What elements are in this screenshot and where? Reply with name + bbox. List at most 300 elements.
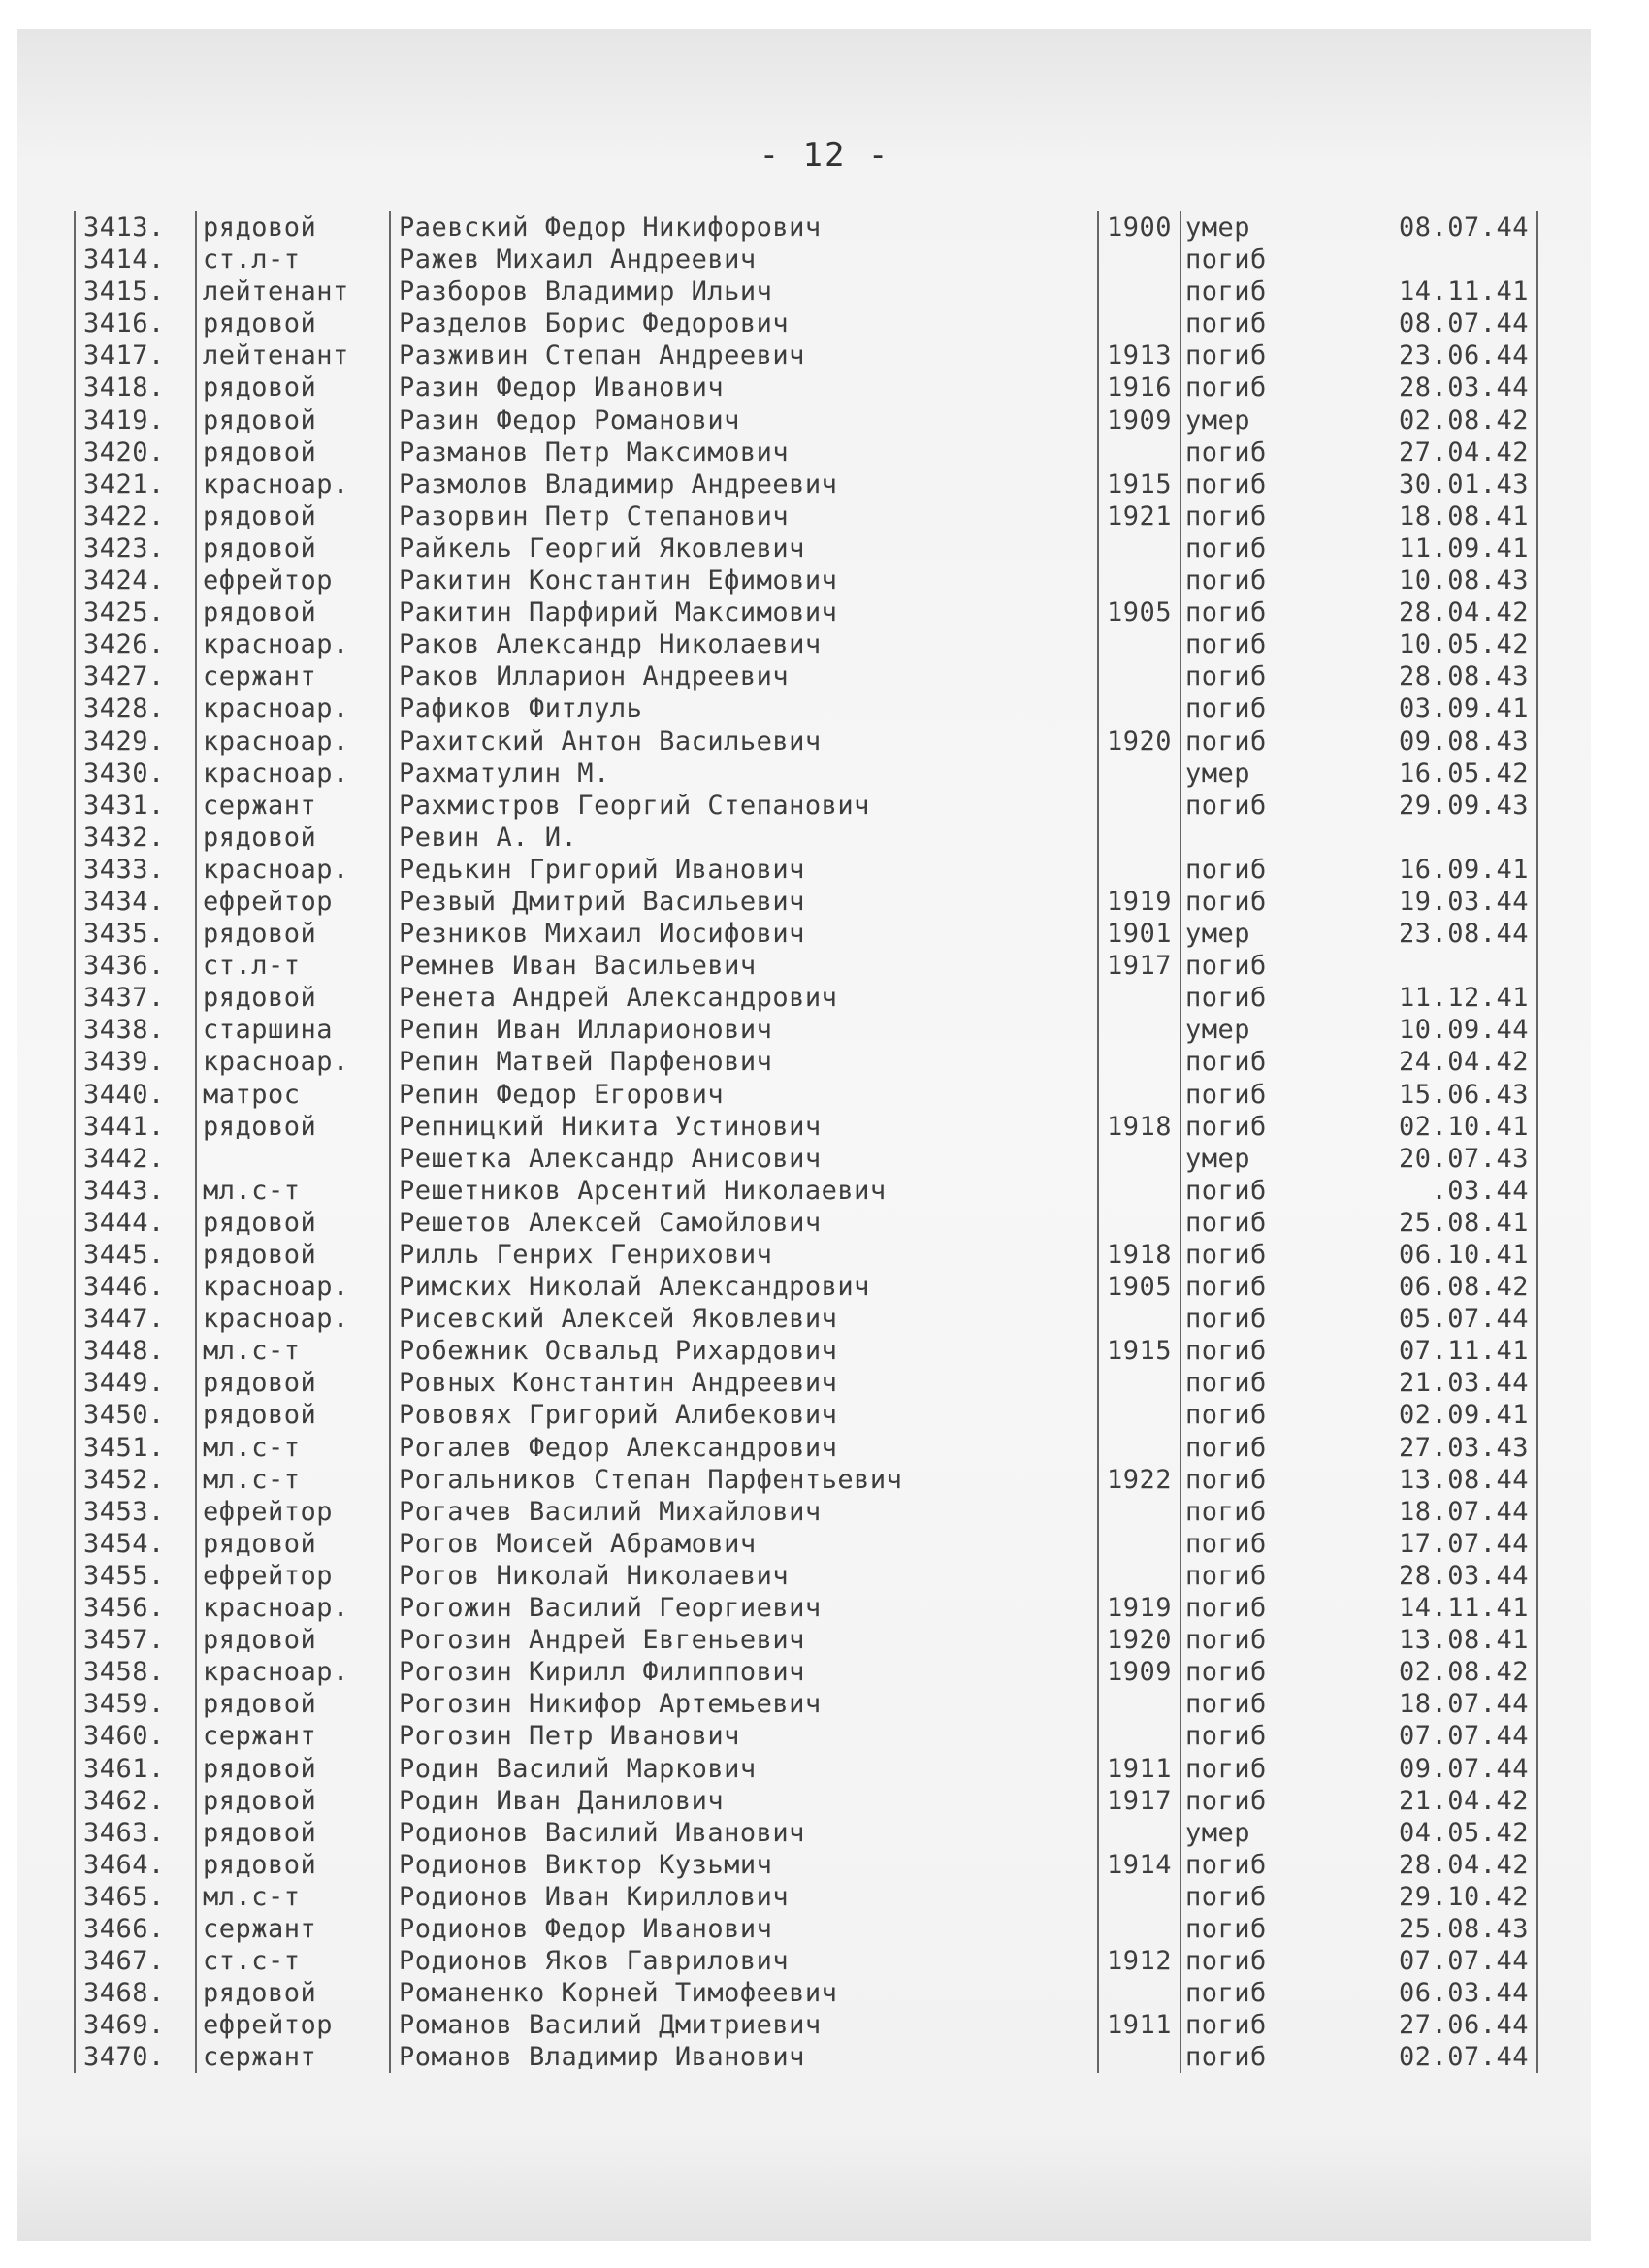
table-row xyxy=(74,1464,1538,1496)
status-cell: погиб xyxy=(1180,308,1306,340)
date-cell xyxy=(1306,243,1538,275)
entry-number-cell: 3439. xyxy=(74,1046,195,1078)
status-cell: погиб xyxy=(1180,1945,1306,1977)
rank-cell: мл.с-т xyxy=(195,1881,389,1913)
full-name-cell: Решетов Алексей Самойлович xyxy=(389,1207,1097,1239)
date-cell: 02.09.41 xyxy=(1306,1399,1538,1431)
table-row xyxy=(74,1046,1538,1078)
date-cell: 10.05.42 xyxy=(1306,629,1538,661)
rank-cell: рядовой xyxy=(195,597,389,629)
birth-year-cell: 1909 xyxy=(1097,1656,1180,1688)
birth-year-cell xyxy=(1097,1175,1180,1207)
entry-number-cell: 3418. xyxy=(74,372,195,404)
date-cell: 16.05.42 xyxy=(1306,758,1538,790)
entry-number-cell: 3416. xyxy=(74,308,195,340)
table-row xyxy=(74,1496,1538,1528)
table-row xyxy=(74,340,1538,372)
birth-year-cell xyxy=(1097,1688,1180,1720)
date-cell: 21.03.44 xyxy=(1306,1367,1538,1399)
full-name-cell: Рафиков Фитлуль xyxy=(389,693,1097,725)
birth-year-cell: 1919 xyxy=(1097,1592,1180,1624)
full-name-cell: Рогалев Федор Александрович xyxy=(389,1432,1097,1464)
birth-year-cell xyxy=(1097,565,1180,597)
date-cell: 25.08.41 xyxy=(1306,1207,1538,1239)
birth-year-cell: 1918 xyxy=(1097,1111,1180,1143)
full-name-cell: Ремнев Иван Васильевич xyxy=(389,950,1097,982)
full-name-cell: Репницкий Никита Устинович xyxy=(389,1111,1097,1143)
birth-year-cell xyxy=(1097,1367,1180,1399)
rank-cell: рядовой xyxy=(195,501,389,533)
rank-cell: красноар. xyxy=(195,629,389,661)
birth-year-cell xyxy=(1097,1046,1180,1078)
rank-cell: рядовой xyxy=(195,1528,389,1560)
status-cell: погиб xyxy=(1180,661,1306,693)
table-row xyxy=(74,1785,1538,1817)
birth-year-cell: 1916 xyxy=(1097,372,1180,404)
status-cell: погиб xyxy=(1180,1720,1306,1752)
table-row xyxy=(74,2009,1538,2041)
rank-cell: рядовой xyxy=(195,1817,389,1849)
date-cell: 07.07.44 xyxy=(1306,1720,1538,1752)
entry-number-cell: 3446. xyxy=(74,1271,195,1303)
table-row xyxy=(74,405,1538,437)
entry-number-cell: 3463. xyxy=(74,1817,195,1849)
entry-number-cell: 3415. xyxy=(74,275,195,308)
date-cell: 07.11.41 xyxy=(1306,1335,1538,1367)
table-row xyxy=(74,1849,1538,1881)
birth-year-cell xyxy=(1097,1977,1180,2009)
full-name-cell: Рогов Моисей Абрамович xyxy=(389,1528,1097,1560)
full-name-cell: Разманов Петр Максимович xyxy=(389,437,1097,469)
rank-cell: рядовой xyxy=(195,1849,389,1881)
rank-cell: лейтенант xyxy=(195,275,389,308)
date-cell: 19.03.44 xyxy=(1306,886,1538,918)
status-cell: погиб xyxy=(1180,1688,1306,1720)
table-row xyxy=(74,790,1538,822)
rank-cell: красноар. xyxy=(195,726,389,758)
page-number: - 12 - xyxy=(759,136,890,175)
entry-number-cell: 3414. xyxy=(74,243,195,275)
date-cell: 14.11.41 xyxy=(1306,275,1538,308)
status-cell: погиб xyxy=(1180,1496,1306,1528)
entry-number-cell: 3423. xyxy=(74,533,195,565)
full-name-cell: Рисевский Алексей Яковлевич xyxy=(389,1303,1097,1335)
table-row xyxy=(74,211,1538,243)
rank-cell: сержант xyxy=(195,1720,389,1752)
full-name-cell: Рогозин Никифор Артемьевич xyxy=(389,1688,1097,1720)
date-cell: 28.03.44 xyxy=(1306,372,1538,404)
full-name-cell: Репин Федор Егорович xyxy=(389,1079,1097,1111)
entry-number-cell: 3453. xyxy=(74,1496,195,1528)
table-row xyxy=(74,1753,1538,1785)
birth-year-cell: 1911 xyxy=(1097,1753,1180,1785)
full-name-cell: Родин Василий Маркович xyxy=(389,1753,1097,1785)
full-name-cell: Репин Матвей Парфенович xyxy=(389,1046,1097,1078)
entry-number-cell: 3462. xyxy=(74,1785,195,1817)
entry-number-cell: 3413. xyxy=(74,211,195,243)
status-cell: погиб xyxy=(1180,693,1306,725)
table-row xyxy=(74,1335,1538,1367)
birth-year-cell: 1900 xyxy=(1097,211,1180,243)
table-row xyxy=(74,1207,1538,1239)
table-row xyxy=(74,1560,1538,1592)
birth-year-cell xyxy=(1097,629,1180,661)
birth-year-cell xyxy=(1097,275,1180,308)
status-cell: умер xyxy=(1180,405,1306,437)
rank-cell: мл.с-т xyxy=(195,1335,389,1367)
birth-year-cell xyxy=(1097,1913,1180,1945)
birth-year-cell xyxy=(1097,1496,1180,1528)
full-name-cell: Редькин Григорий Иванович xyxy=(389,854,1097,886)
date-cell: 29.10.42 xyxy=(1306,1881,1538,1913)
date-cell: 18.08.41 xyxy=(1306,501,1538,533)
date-cell: 27.04.42 xyxy=(1306,437,1538,469)
status-cell: погиб xyxy=(1180,2009,1306,2041)
rank-cell: красноар. xyxy=(195,1592,389,1624)
status-cell: погиб xyxy=(1180,1367,1306,1399)
status-cell: погиб xyxy=(1180,1656,1306,1688)
birth-year-cell xyxy=(1097,1432,1180,1464)
table-row xyxy=(74,1303,1538,1335)
table-row xyxy=(74,1528,1538,1560)
full-name-cell: Ракитин Парфирий Максимович xyxy=(389,597,1097,629)
rank-cell: рядовой xyxy=(195,1688,389,1720)
full-name-cell: Рогальников Степан Парфентьевич xyxy=(389,1464,1097,1496)
entry-number-cell: 3452. xyxy=(74,1464,195,1496)
status-cell: погиб xyxy=(1180,1913,1306,1945)
entry-number-cell: 3455. xyxy=(74,1560,195,1592)
entry-number-cell: 3427. xyxy=(74,661,195,693)
table-row xyxy=(74,501,1538,533)
entry-number-cell: 3424. xyxy=(74,565,195,597)
entry-number-cell: 3459. xyxy=(74,1688,195,1720)
birth-year-cell xyxy=(1097,854,1180,886)
table-row xyxy=(74,854,1538,886)
status-cell: погиб xyxy=(1180,950,1306,982)
full-name-cell: Разин Федор Романович xyxy=(389,405,1097,437)
entry-number-cell: 3461. xyxy=(74,1753,195,1785)
rank-cell: рядовой xyxy=(195,372,389,404)
status-cell: погиб xyxy=(1180,1303,1306,1335)
date-cell: .03.44 xyxy=(1306,1175,1538,1207)
date-cell: 03.09.41 xyxy=(1306,693,1538,725)
table-row xyxy=(74,1239,1538,1271)
birth-year-cell xyxy=(1097,308,1180,340)
status-cell: погиб xyxy=(1180,726,1306,758)
date-cell: 14.11.41 xyxy=(1306,1592,1538,1624)
birth-year-cell xyxy=(1097,758,1180,790)
status-cell: погиб xyxy=(1180,340,1306,372)
full-name-cell: Разборов Владимир Ильич xyxy=(389,275,1097,308)
status-cell: погиб xyxy=(1180,1239,1306,1271)
full-name-cell: Размолов Владимир Андреевич xyxy=(389,469,1097,501)
date-cell xyxy=(1306,822,1538,854)
table-row xyxy=(74,2041,1538,2073)
status-cell: погиб xyxy=(1180,1849,1306,1881)
date-cell: 11.12.41 xyxy=(1306,982,1538,1014)
date-cell: 29.09.43 xyxy=(1306,790,1538,822)
date-cell: 16.09.41 xyxy=(1306,854,1538,886)
date-cell: 18.07.44 xyxy=(1306,1496,1538,1528)
rank-cell: сержант xyxy=(195,2041,389,2073)
birth-year-cell: 1920 xyxy=(1097,726,1180,758)
status-cell: погиб xyxy=(1180,1271,1306,1303)
entry-number-cell: 3456. xyxy=(74,1592,195,1624)
entry-number-cell: 3448. xyxy=(74,1335,195,1367)
table-row xyxy=(74,1624,1538,1656)
entry-number-cell: 3467. xyxy=(74,1945,195,1977)
birth-year-cell: 1911 xyxy=(1097,2009,1180,2041)
entry-number-cell: 3434. xyxy=(74,886,195,918)
status-cell: погиб xyxy=(1180,437,1306,469)
entry-number-cell: 3457. xyxy=(74,1624,195,1656)
entry-number-cell: 3450. xyxy=(74,1399,195,1431)
birth-year-cell xyxy=(1097,2041,1180,2073)
rank-cell: рядовой xyxy=(195,1367,389,1399)
entry-number-cell: 3422. xyxy=(74,501,195,533)
birth-year-cell: 1915 xyxy=(1097,469,1180,501)
table-row xyxy=(74,950,1538,982)
entry-number-cell: 3417. xyxy=(74,340,195,372)
rank-cell: красноар. xyxy=(195,854,389,886)
rank-cell: мл.с-т xyxy=(195,1175,389,1207)
birth-year-cell xyxy=(1097,822,1180,854)
entry-number-cell: 3420. xyxy=(74,437,195,469)
rank-cell: лейтенант xyxy=(195,340,389,372)
table-row xyxy=(74,822,1538,854)
status-cell: погиб xyxy=(1180,790,1306,822)
full-name-cell: Разин Федор Иванович xyxy=(389,372,1097,404)
date-cell: 23.06.44 xyxy=(1306,340,1538,372)
table-row xyxy=(74,1945,1538,1977)
full-name-cell: Рогожин Василий Георгиевич xyxy=(389,1592,1097,1624)
entry-number-cell: 3469. xyxy=(74,2009,195,2041)
entry-number-cell: 3433. xyxy=(74,854,195,886)
status-cell: погиб xyxy=(1180,1785,1306,1817)
birth-year-cell: 1922 xyxy=(1097,1464,1180,1496)
date-cell: 23.08.44 xyxy=(1306,918,1538,950)
status-cell: погиб xyxy=(1180,469,1306,501)
status-cell: погиб xyxy=(1180,1207,1306,1239)
status-cell: погиб xyxy=(1180,854,1306,886)
table-row xyxy=(74,243,1538,275)
table-row xyxy=(74,469,1538,501)
date-cell: 21.04.42 xyxy=(1306,1785,1538,1817)
birth-year-cell: 1905 xyxy=(1097,597,1180,629)
full-name-cell: Родионов Василий Иванович xyxy=(389,1817,1097,1849)
status-cell: погиб xyxy=(1180,629,1306,661)
status-cell: погиб xyxy=(1180,1528,1306,1560)
date-cell: 27.03.43 xyxy=(1306,1432,1538,1464)
birth-year-cell: 1921 xyxy=(1097,501,1180,533)
date-cell xyxy=(1306,950,1538,982)
status-cell: умер xyxy=(1180,211,1306,243)
rank-cell: рядовой xyxy=(195,1111,389,1143)
birth-year-cell xyxy=(1097,1014,1180,1046)
date-cell: 07.07.44 xyxy=(1306,1945,1538,1977)
date-cell: 28.04.42 xyxy=(1306,597,1538,629)
table-row xyxy=(74,308,1538,340)
rank-cell: мл.с-т xyxy=(195,1464,389,1496)
birth-year-cell: 1905 xyxy=(1097,1271,1180,1303)
full-name-cell: Решетников Арсентий Николаевич xyxy=(389,1175,1097,1207)
table-row xyxy=(74,1014,1538,1046)
birth-year-cell: 1915 xyxy=(1097,1335,1180,1367)
table-row xyxy=(74,1432,1538,1464)
rank-cell: рядовой xyxy=(195,1785,389,1817)
rank-cell: мл.с-т xyxy=(195,1432,389,1464)
rank-cell: рядовой xyxy=(195,1753,389,1785)
birth-year-cell: 1917 xyxy=(1097,1785,1180,1817)
date-cell: 06.03.44 xyxy=(1306,1977,1538,2009)
date-cell: 25.08.43 xyxy=(1306,1913,1538,1945)
full-name-cell: Романов Василий Дмитриевич xyxy=(389,2009,1097,2041)
status-cell: погиб xyxy=(1180,275,1306,308)
rank-cell: рядовой xyxy=(195,1399,389,1431)
table-row xyxy=(74,886,1538,918)
entry-number-cell: 3431. xyxy=(74,790,195,822)
birth-year-cell: 1917 xyxy=(1097,950,1180,982)
full-name-cell: Раков Илларион Андреевич xyxy=(389,661,1097,693)
entry-number-cell: 3426. xyxy=(74,629,195,661)
status-cell: умер xyxy=(1180,1143,1306,1175)
status-cell: умер xyxy=(1180,918,1306,950)
entry-number-cell: 3466. xyxy=(74,1913,195,1945)
table-row xyxy=(74,1881,1538,1913)
table-row xyxy=(74,1656,1538,1688)
birth-year-cell xyxy=(1097,1143,1180,1175)
full-name-cell: Рахитский Антон Васильевич xyxy=(389,726,1097,758)
full-name-cell: Родионов Виктор Кузьмич xyxy=(389,1849,1097,1881)
entry-number-cell: 3454. xyxy=(74,1528,195,1560)
date-cell: 02.08.42 xyxy=(1306,405,1538,437)
status-cell: погиб xyxy=(1180,1079,1306,1111)
birth-year-cell xyxy=(1097,1720,1180,1752)
entry-number-cell: 3449. xyxy=(74,1367,195,1399)
full-name-cell: Ражев Михаил Андреевич xyxy=(389,243,1097,275)
full-name-cell: Рахматулин М. xyxy=(389,758,1097,790)
full-name-cell: Ровных Константин Андреевич xyxy=(389,1367,1097,1399)
status-cell: погиб xyxy=(1180,2041,1306,2073)
full-name-cell: Рогозин Петр Иванович xyxy=(389,1720,1097,1752)
table-row xyxy=(74,275,1538,308)
date-cell: 02.07.44 xyxy=(1306,2041,1538,2073)
table-row xyxy=(74,597,1538,629)
full-name-cell: Разделов Борис Федорович xyxy=(389,308,1097,340)
full-name-cell: Ренета Андрей Александрович xyxy=(389,982,1097,1014)
table-row xyxy=(74,1977,1538,2009)
date-cell: 04.05.42 xyxy=(1306,1817,1538,1849)
status-cell: умер xyxy=(1180,1817,1306,1849)
table-row xyxy=(74,533,1538,565)
date-cell: 13.08.41 xyxy=(1306,1624,1538,1656)
entry-number-cell: 3444. xyxy=(74,1207,195,1239)
full-name-cell: Резвый Дмитрий Васильевич xyxy=(389,886,1097,918)
entry-number-cell: 3445. xyxy=(74,1239,195,1271)
status-cell: погиб xyxy=(1180,982,1306,1014)
full-name-cell: Родионов Федор Иванович xyxy=(389,1913,1097,1945)
full-name-cell: Рогов Николай Николаевич xyxy=(389,1560,1097,1592)
entry-number-cell: 3447. xyxy=(74,1303,195,1335)
birth-year-cell xyxy=(1097,1817,1180,1849)
table-row xyxy=(74,629,1538,661)
status-cell: погиб xyxy=(1180,1560,1306,1592)
date-cell: 08.07.44 xyxy=(1306,308,1538,340)
rank-cell: рядовой xyxy=(195,982,389,1014)
table-row xyxy=(74,1720,1538,1752)
entry-number-cell: 3458. xyxy=(74,1656,195,1688)
date-cell: 06.08.42 xyxy=(1306,1271,1538,1303)
birth-year-cell: 1914 xyxy=(1097,1849,1180,1881)
entry-number-cell: 3432. xyxy=(74,822,195,854)
entry-number-cell: 3429. xyxy=(74,726,195,758)
status-cell: погиб xyxy=(1180,1592,1306,1624)
rank-cell: красноар. xyxy=(195,469,389,501)
entry-number-cell: 3437. xyxy=(74,982,195,1014)
entry-number-cell: 3465. xyxy=(74,1881,195,1913)
birth-year-cell xyxy=(1097,1079,1180,1111)
entry-number-cell: 3443. xyxy=(74,1175,195,1207)
table-row xyxy=(74,1271,1538,1303)
status-cell: погиб xyxy=(1180,372,1306,404)
birth-year-cell xyxy=(1097,982,1180,1014)
rank-cell: матрос xyxy=(195,1079,389,1111)
date-cell: 10.09.44 xyxy=(1306,1014,1538,1046)
table-row xyxy=(74,1399,1538,1431)
status-cell: погиб xyxy=(1180,533,1306,565)
roster-table xyxy=(74,211,1538,2073)
status-cell: погиб xyxy=(1180,1111,1306,1143)
status-cell: погиб xyxy=(1180,565,1306,597)
full-name-cell: Резников Михаил Иосифович xyxy=(389,918,1097,950)
birth-year-cell: 1909 xyxy=(1097,405,1180,437)
status-cell: погиб xyxy=(1180,1399,1306,1431)
entry-number-cell: 3460. xyxy=(74,1720,195,1752)
date-cell: 02.08.42 xyxy=(1306,1656,1538,1688)
status-cell: погиб xyxy=(1180,501,1306,533)
table-row xyxy=(74,565,1538,597)
table-row xyxy=(74,982,1538,1014)
status-cell: погиб xyxy=(1180,597,1306,629)
full-name-cell: Рахмистров Георгий Степанович xyxy=(389,790,1097,822)
full-name-cell: Рогачев Василий Михайлович xyxy=(389,1496,1097,1528)
full-name-cell: Родин Иван Данилович xyxy=(389,1785,1097,1817)
status-cell: погиб xyxy=(1180,1046,1306,1078)
birth-year-cell: 1913 xyxy=(1097,340,1180,372)
full-name-cell: Романенко Корней Тимофеевич xyxy=(389,1977,1097,2009)
status-cell: погиб xyxy=(1180,886,1306,918)
entry-number-cell: 3430. xyxy=(74,758,195,790)
entry-number-cell: 3440. xyxy=(74,1079,195,1111)
table-row xyxy=(74,1367,1538,1399)
birth-year-cell: 1920 xyxy=(1097,1624,1180,1656)
full-name-cell: Раевский Федор Никифорович xyxy=(389,211,1097,243)
table-row xyxy=(74,1111,1538,1143)
rank-cell: красноар. xyxy=(195,758,389,790)
date-cell: 20.07.43 xyxy=(1306,1143,1538,1175)
birth-year-cell: 1919 xyxy=(1097,886,1180,918)
rank-cell: рядовой xyxy=(195,1239,389,1271)
date-cell: 30.01.43 xyxy=(1306,469,1538,501)
rank-cell: старшина xyxy=(195,1014,389,1046)
rank-cell: красноар. xyxy=(195,1046,389,1078)
table-row xyxy=(74,1175,1538,1207)
rank-cell: рядовой xyxy=(195,918,389,950)
birth-year-cell xyxy=(1097,1881,1180,1913)
birth-year-cell xyxy=(1097,1207,1180,1239)
status-cell: погиб xyxy=(1180,1175,1306,1207)
rank-cell: ефрейтор xyxy=(195,2009,389,2041)
